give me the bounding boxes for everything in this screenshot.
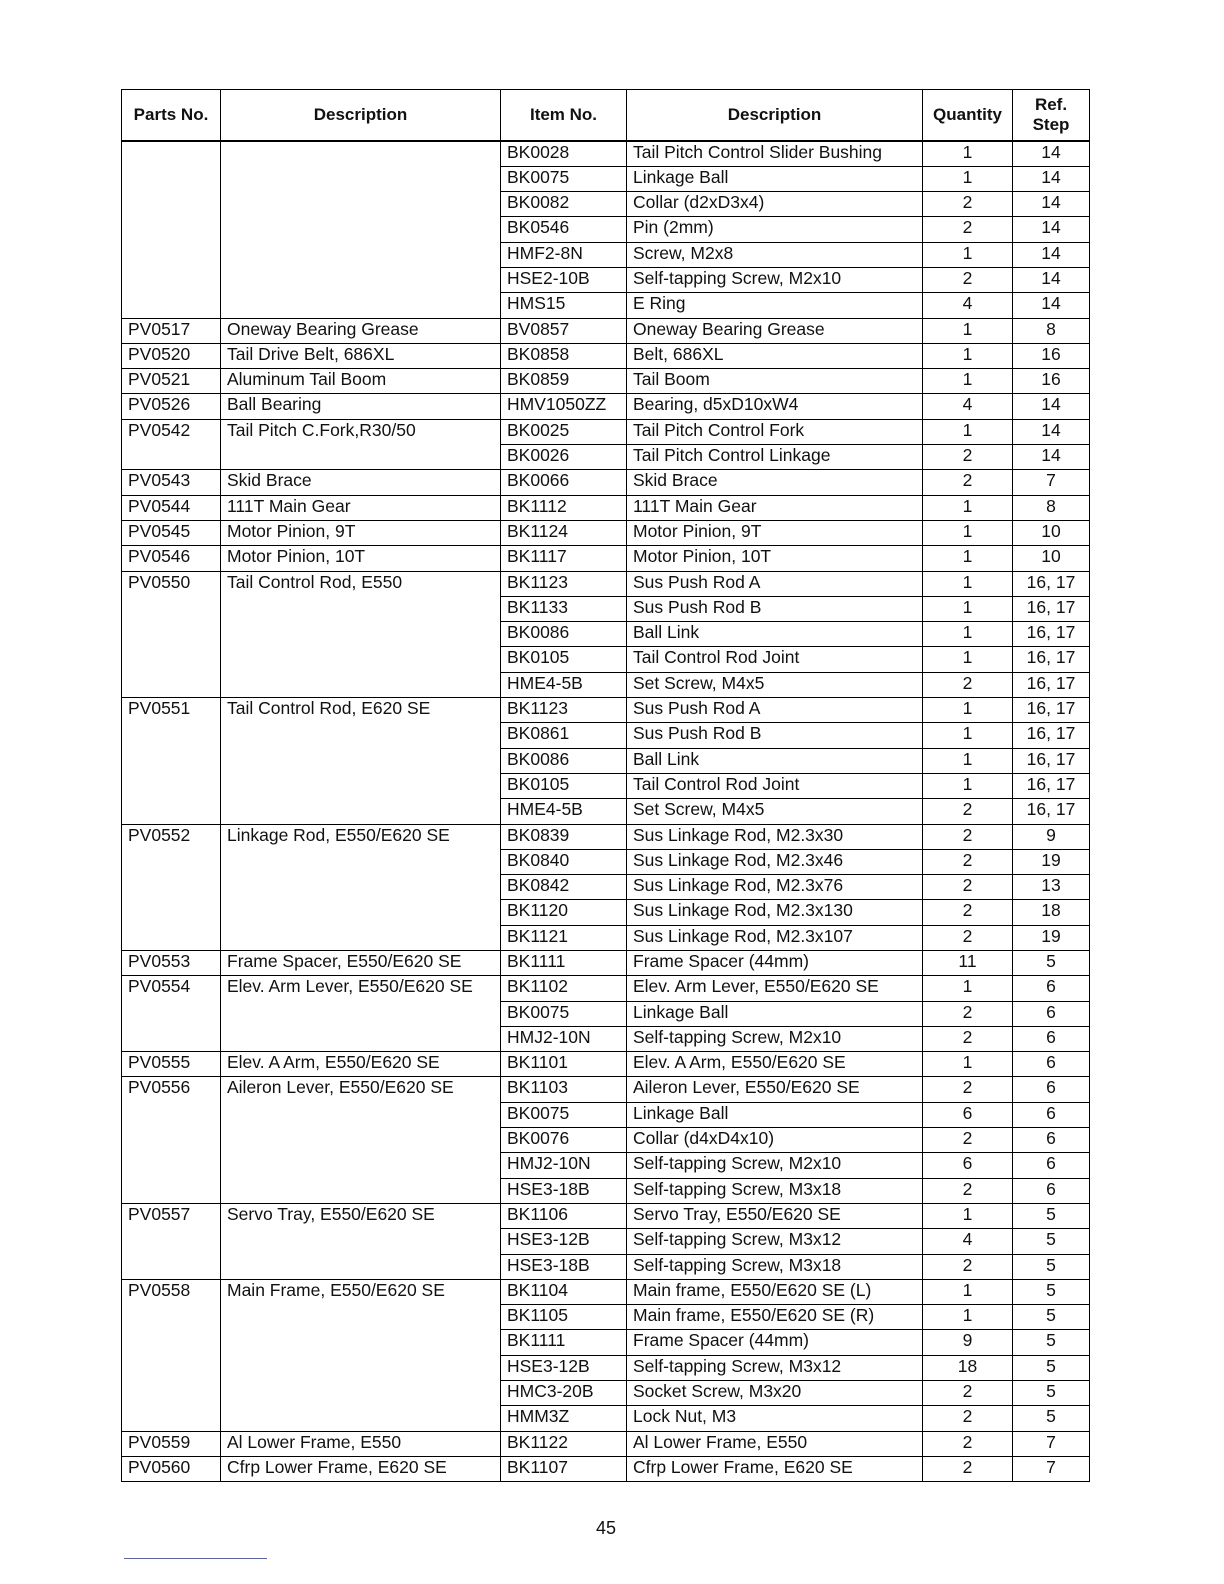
part-number-cell: PV0551: [122, 698, 221, 824]
part-description-cell: Frame Spacer, E550/E620 SE: [221, 951, 501, 976]
item-number-cell: BK1121: [501, 925, 627, 950]
header-parts-no: Parts No.: [122, 90, 221, 141]
quantity-cell: 1: [923, 141, 1013, 167]
table-row: [122, 1431, 1090, 1456]
ref-step-cell: 5: [1013, 1203, 1090, 1228]
ref-step-cell: 6: [1013, 1001, 1090, 1026]
quantity-cell: 1: [923, 1052, 1013, 1077]
item-number-cell: BK1103: [501, 1077, 627, 1102]
ref-step-cell: 6: [1013, 1178, 1090, 1203]
item-number-cell: BK0839: [501, 824, 627, 849]
ref-step-cell: 16, 17: [1013, 672, 1090, 697]
quantity-cell: 2: [923, 875, 1013, 900]
quantity-cell: 2: [923, 1128, 1013, 1153]
table-row: [122, 141, 1090, 167]
item-description-cell: Oneway Bearing Grease: [627, 318, 923, 343]
table-row: [122, 1203, 1090, 1228]
item-number-cell: BK1111: [501, 951, 627, 976]
quantity-cell: 1: [923, 419, 1013, 444]
ref-step-cell: 16, 17: [1013, 698, 1090, 723]
ref-step-cell: 5: [1013, 1279, 1090, 1304]
part-number-cell: PV0545: [122, 520, 221, 545]
item-number-cell: BK0105: [501, 773, 627, 798]
part-number-cell: PV0543: [122, 470, 221, 495]
item-description-cell: Tail Pitch Control Slider Bushing: [627, 141, 923, 167]
ref-step-cell: 6: [1013, 1052, 1090, 1077]
quantity-cell: 1: [923, 976, 1013, 1001]
table-row: [122, 394, 1090, 419]
quantity-cell: 18: [923, 1355, 1013, 1380]
quantity-cell: 1: [923, 546, 1013, 571]
item-description-cell: 111T Main Gear: [627, 495, 923, 520]
quantity-cell: 4: [923, 394, 1013, 419]
item-number-cell: BK1117: [501, 546, 627, 571]
ref-step-cell: 6: [1013, 976, 1090, 1001]
item-number-cell: HMJ2-10N: [501, 1026, 627, 1051]
item-number-cell: BK1112: [501, 495, 627, 520]
item-number-cell: BK0075: [501, 1102, 627, 1127]
item-number-cell: BK0082: [501, 192, 627, 217]
ref-step-cell: 6: [1013, 1026, 1090, 1051]
quantity-cell: 1: [923, 723, 1013, 748]
ref-step-cell: 14: [1013, 242, 1090, 267]
part-description-cell: Servo Tray, E550/E620 SE: [221, 1203, 501, 1279]
item-number-cell: HMF2-8N: [501, 242, 627, 267]
part-number-cell: PV0550: [122, 571, 221, 697]
header-ref-step-line1: Ref.: [1034, 94, 1068, 114]
part-description-cell: Aileron Lever, E550/E620 SE: [221, 1077, 501, 1203]
ref-step-cell: 6: [1013, 1077, 1090, 1102]
quantity-cell: 2: [923, 470, 1013, 495]
ref-step-cell: 16: [1013, 369, 1090, 394]
ref-step-cell: 8: [1013, 495, 1090, 520]
quantity-cell: 2: [923, 192, 1013, 217]
item-description-cell: Sus Linkage Rod, M2.3x30: [627, 824, 923, 849]
quantity-cell: 1: [923, 571, 1013, 596]
item-number-cell: HME4-5B: [501, 672, 627, 697]
ref-step-cell: 7: [1013, 1456, 1090, 1481]
item-description-cell: Tail Pitch Control Linkage: [627, 445, 923, 470]
part-description-cell: Tail Control Rod, E620 SE: [221, 698, 501, 824]
table-row: [122, 546, 1090, 571]
item-description-cell: Al Lower Frame, E550: [627, 1431, 923, 1456]
header-row: [122, 90, 1090, 141]
part-description-cell: Motor Pinion, 10T: [221, 546, 501, 571]
item-number-cell: BK1105: [501, 1305, 627, 1330]
item-number-cell: BK0842: [501, 875, 627, 900]
part-description-cell: Tail Pitch C.Fork,R30/50: [221, 419, 501, 470]
quantity-cell: 1: [923, 1203, 1013, 1228]
ref-step-cell: 16, 17: [1013, 723, 1090, 748]
item-description-cell: Self-tapping Screw, M3x12: [627, 1355, 923, 1380]
quantity-cell: 2: [923, 672, 1013, 697]
item-number-cell: HSE3-12B: [501, 1355, 627, 1380]
part-number-cell: PV0526: [122, 394, 221, 419]
part-number-cell: PV0553: [122, 951, 221, 976]
part-description-cell: Ball Bearing: [221, 394, 501, 419]
ref-step-cell: 16, 17: [1013, 748, 1090, 773]
item-number-cell: HMS15: [501, 293, 627, 318]
quantity-cell: 1: [923, 343, 1013, 368]
ref-step-cell: 9: [1013, 824, 1090, 849]
item-description-cell: Linkage Ball: [627, 1001, 923, 1026]
table-row: [122, 1279, 1090, 1304]
item-number-cell: BK0840: [501, 849, 627, 874]
ref-step-cell: 5: [1013, 1381, 1090, 1406]
part-number-cell: PV0557: [122, 1203, 221, 1279]
quantity-cell: 2: [923, 1381, 1013, 1406]
item-number-cell: BK1123: [501, 698, 627, 723]
ref-step-cell: 5: [1013, 1305, 1090, 1330]
item-description-cell: Pin (2mm): [627, 217, 923, 242]
item-description-cell: Cfrp Lower Frame, E620 SE: [627, 1456, 923, 1481]
item-number-cell: HMV1050ZZ: [501, 394, 627, 419]
part-number-cell: PV0521: [122, 369, 221, 394]
item-number-cell: HMM3Z: [501, 1406, 627, 1431]
item-description-cell: Tail Pitch Control Fork: [627, 419, 923, 444]
item-number-cell: HMJ2-10N: [501, 1153, 627, 1178]
item-description-cell: Self-tapping Screw, M2x10: [627, 1026, 923, 1051]
part-description-cell: [221, 141, 501, 319]
item-description-cell: Skid Brace: [627, 470, 923, 495]
part-number-cell: PV0555: [122, 1052, 221, 1077]
ref-step-cell: 6: [1013, 1153, 1090, 1178]
part-description-cell: Skid Brace: [221, 470, 501, 495]
item-description-cell: Tail Boom: [627, 369, 923, 394]
item-number-cell: BK1101: [501, 1052, 627, 1077]
item-description-cell: Sus Linkage Rod, M2.3x46: [627, 849, 923, 874]
ref-step-cell: 7: [1013, 470, 1090, 495]
parts-body: [122, 141, 1090, 1482]
item-description-cell: Main frame, E550/E620 SE (R): [627, 1305, 923, 1330]
ref-step-cell: 14: [1013, 166, 1090, 191]
item-number-cell: BK0086: [501, 622, 627, 647]
item-number-cell: BK0858: [501, 343, 627, 368]
quantity-cell: 2: [923, 217, 1013, 242]
ref-step-cell: 5: [1013, 1406, 1090, 1431]
page-number: 45: [595, 1518, 617, 1538]
quantity-cell: 1: [923, 318, 1013, 343]
quantity-cell: 1: [923, 773, 1013, 798]
part-description-cell: Elev. Arm Lever, E550/E620 SE: [221, 976, 501, 1052]
item-description-cell: Set Screw, M4x5: [627, 799, 923, 824]
table-row: [122, 571, 1090, 596]
item-number-cell: BK1124: [501, 520, 627, 545]
item-description-cell: Tail Control Rod Joint: [627, 647, 923, 672]
item-description-cell: Ball Link: [627, 622, 923, 647]
part-number-cell: PV0556: [122, 1077, 221, 1203]
ref-step-cell: 18: [1013, 900, 1090, 925]
item-number-cell: BK0861: [501, 723, 627, 748]
ref-step-cell: 14: [1013, 394, 1090, 419]
item-number-cell: BK0075: [501, 1001, 627, 1026]
item-number-cell: BK1123: [501, 571, 627, 596]
item-number-cell: BK0086: [501, 748, 627, 773]
ref-step-cell: 8: [1013, 318, 1090, 343]
part-description-cell: Aluminum Tail Boom: [221, 369, 501, 394]
item-description-cell: Collar (d4xD4x10): [627, 1128, 923, 1153]
header-ref-step: [1013, 90, 1090, 141]
item-number-cell: HSE3-12B: [501, 1229, 627, 1254]
ref-step-cell: 16, 17: [1013, 622, 1090, 647]
item-description-cell: Sus Push Rod A: [627, 571, 923, 596]
part-number-cell: PV0542: [122, 419, 221, 470]
quantity-cell: 1: [923, 748, 1013, 773]
item-description-cell: Sus Push Rod B: [627, 723, 923, 748]
ref-step-cell: 5: [1013, 951, 1090, 976]
item-number-cell: BK1104: [501, 1279, 627, 1304]
ref-step-cell: 19: [1013, 925, 1090, 950]
quantity-cell: 2: [923, 1077, 1013, 1102]
item-description-cell: Self-tapping Screw, M3x18: [627, 1254, 923, 1279]
item-description-cell: Sus Linkage Rod, M2.3x130: [627, 900, 923, 925]
quantity-cell: 6: [923, 1102, 1013, 1127]
item-number-cell: BK1106: [501, 1203, 627, 1228]
part-number-cell: PV0517: [122, 318, 221, 343]
ref-step-cell: 13: [1013, 875, 1090, 900]
item-description-cell: Self-tapping Screw, M2x10: [627, 1153, 923, 1178]
ref-step-cell: 10: [1013, 546, 1090, 571]
part-description-cell: Cfrp Lower Frame, E620 SE: [221, 1456, 501, 1481]
item-description-cell: Sus Linkage Rod, M2.3x76: [627, 875, 923, 900]
quantity-cell: 1: [923, 647, 1013, 672]
ref-step-cell: 6: [1013, 1128, 1090, 1153]
quantity-cell: 2: [923, 1026, 1013, 1051]
item-description-cell: Sus Push Rod B: [627, 596, 923, 621]
ref-step-cell: 5: [1013, 1254, 1090, 1279]
table-row: [122, 495, 1090, 520]
item-number-cell: HME4-5B: [501, 799, 627, 824]
ref-step-cell: 7: [1013, 1431, 1090, 1456]
item-description-cell: Socket Screw, M3x20: [627, 1381, 923, 1406]
item-number-cell: BK1102: [501, 976, 627, 1001]
ref-step-cell: 14: [1013, 217, 1090, 242]
quantity-cell: 9: [923, 1330, 1013, 1355]
item-number-cell: BK1120: [501, 900, 627, 925]
quantity-cell: 2: [923, 445, 1013, 470]
item-number-cell: BK0075: [501, 166, 627, 191]
part-number-cell: PV0559: [122, 1431, 221, 1456]
item-description-cell: Motor Pinion, 9T: [627, 520, 923, 545]
table-row: [122, 951, 1090, 976]
item-description-cell: Set Screw, M4x5: [627, 672, 923, 697]
item-description-cell: Frame Spacer (44mm): [627, 951, 923, 976]
item-description-cell: Servo Tray, E550/E620 SE: [627, 1203, 923, 1228]
ref-step-cell: 16, 17: [1013, 773, 1090, 798]
quantity-cell: 4: [923, 293, 1013, 318]
table-row: [122, 470, 1090, 495]
part-description-cell: Motor Pinion, 9T: [221, 520, 501, 545]
ref-step-cell: 16, 17: [1013, 571, 1090, 596]
ref-step-cell: 5: [1013, 1229, 1090, 1254]
ref-step-cell: 5: [1013, 1355, 1090, 1380]
quantity-cell: 2: [923, 925, 1013, 950]
table-row: [122, 419, 1090, 444]
item-description-cell: Sus Linkage Rod, M2.3x107: [627, 925, 923, 950]
parts-table: [121, 89, 1090, 1482]
table-row: [122, 976, 1090, 1001]
ref-step-cell: 5: [1013, 1330, 1090, 1355]
part-description-cell: Elev. A Arm, E550/E620 SE: [221, 1052, 501, 1077]
table-row: [122, 369, 1090, 394]
part-description-cell: Oneway Bearing Grease: [221, 318, 501, 343]
item-description-cell: Self-tapping Screw, M2x10: [627, 267, 923, 292]
table-row: [122, 824, 1090, 849]
ref-step-cell: 19: [1013, 849, 1090, 874]
item-description-cell: Self-tapping Screw, M3x12: [627, 1229, 923, 1254]
part-description-cell: Linkage Rod, E550/E620 SE: [221, 824, 501, 950]
part-description-cell: Tail Control Rod, E550: [221, 571, 501, 697]
ref-step-cell: 14: [1013, 419, 1090, 444]
item-description-cell: E Ring: [627, 293, 923, 318]
item-number-cell: BK0026: [501, 445, 627, 470]
item-description-cell: Sus Push Rod A: [627, 698, 923, 723]
item-description-cell: Ball Link: [627, 748, 923, 773]
table-row: [122, 698, 1090, 723]
item-number-cell: BK1122: [501, 1431, 627, 1456]
table-row: [122, 520, 1090, 545]
item-description-cell: Frame Spacer (44mm): [627, 1330, 923, 1355]
ref-step-cell: 14: [1013, 141, 1090, 167]
item-description-cell: Self-tapping Screw, M3x18: [627, 1178, 923, 1203]
ref-step-cell: 14: [1013, 267, 1090, 292]
quantity-cell: 2: [923, 900, 1013, 925]
footer-rule: [124, 1558, 267, 1559]
header-description: Description: [221, 90, 501, 141]
item-number-cell: BK0066: [501, 470, 627, 495]
ref-step-cell: 16, 17: [1013, 647, 1090, 672]
quantity-cell: 2: [923, 799, 1013, 824]
item-number-cell: BK1107: [501, 1456, 627, 1481]
item-description-cell: Belt, 686XL: [627, 343, 923, 368]
quantity-cell: 1: [923, 520, 1013, 545]
ref-step-cell: 16, 17: [1013, 596, 1090, 621]
part-number-cell: [122, 141, 221, 319]
item-number-cell: BK0025: [501, 419, 627, 444]
header-ref-step-line2: Step: [1032, 114, 1070, 134]
ref-step-cell: 14: [1013, 192, 1090, 217]
table-row: [122, 1052, 1090, 1077]
item-number-cell: BK0028: [501, 141, 627, 167]
part-number-cell: PV0552: [122, 824, 221, 950]
quantity-cell: 11: [923, 951, 1013, 976]
item-description-cell: Lock Nut, M3: [627, 1406, 923, 1431]
header-quantity: Quantity: [923, 90, 1013, 141]
quantity-cell: 4: [923, 1229, 1013, 1254]
ref-step-cell: 16, 17: [1013, 799, 1090, 824]
item-description-cell: Bearing, d5xD10xW4: [627, 394, 923, 419]
part-description-cell: Main Frame, E550/E620 SE: [221, 1279, 501, 1431]
quantity-cell: 2: [923, 1431, 1013, 1456]
item-number-cell: BK1111: [501, 1330, 627, 1355]
quantity-cell: 1: [923, 698, 1013, 723]
item-number-cell: BV0857: [501, 318, 627, 343]
quantity-cell: 2: [923, 849, 1013, 874]
item-description-cell: Screw, M2x8: [627, 242, 923, 267]
part-description-cell: 111T Main Gear: [221, 495, 501, 520]
quantity-cell: 2: [923, 1406, 1013, 1431]
quantity-cell: 1: [923, 166, 1013, 191]
item-number-cell: HSE2-10B: [501, 267, 627, 292]
item-description-cell: Collar (d2xD3x4): [627, 192, 923, 217]
part-number-cell: PV0558: [122, 1279, 221, 1431]
quantity-cell: 2: [923, 1456, 1013, 1481]
item-number-cell: HSE3-18B: [501, 1254, 627, 1279]
quantity-cell: 1: [923, 1305, 1013, 1330]
quantity-cell: 2: [923, 267, 1013, 292]
item-description-cell: Elev. A Arm, E550/E620 SE: [627, 1052, 923, 1077]
ref-step-cell: 16: [1013, 343, 1090, 368]
table-row: [122, 1077, 1090, 1102]
part-number-cell: PV0544: [122, 495, 221, 520]
quantity-cell: 2: [923, 1254, 1013, 1279]
ref-step-cell: 10: [1013, 520, 1090, 545]
quantity-cell: 1: [923, 596, 1013, 621]
item-description-cell: Motor Pinion, 10T: [627, 546, 923, 571]
ref-step-cell: 14: [1013, 293, 1090, 318]
ref-step-cell: 14: [1013, 445, 1090, 470]
table-row: [122, 1456, 1090, 1481]
quantity-cell: 1: [923, 242, 1013, 267]
item-description-cell: Elev. Arm Lever, E550/E620 SE: [627, 976, 923, 1001]
item-number-cell: BK0105: [501, 647, 627, 672]
item-number-cell: HSE3-18B: [501, 1178, 627, 1203]
part-description-cell: Al Lower Frame, E550: [221, 1431, 501, 1456]
part-number-cell: PV0546: [122, 546, 221, 571]
item-number-cell: BK0859: [501, 369, 627, 394]
quantity-cell: 1: [923, 1279, 1013, 1304]
item-description-cell: Tail Control Rod Joint: [627, 773, 923, 798]
quantity-cell: 1: [923, 495, 1013, 520]
part-number-cell: PV0554: [122, 976, 221, 1052]
item-description-cell: Aileron Lever, E550/E620 SE: [627, 1077, 923, 1102]
item-description-cell: Main frame, E550/E620 SE (L): [627, 1279, 923, 1304]
part-number-cell: PV0560: [122, 1456, 221, 1481]
quantity-cell: 2: [923, 1001, 1013, 1026]
quantity-cell: 2: [923, 1178, 1013, 1203]
quantity-cell: 2: [923, 824, 1013, 849]
item-number-cell: BK0076: [501, 1128, 627, 1153]
item-number-cell: BK0546: [501, 217, 627, 242]
part-number-cell: PV0520: [122, 343, 221, 368]
table-row: [122, 318, 1090, 343]
header-item-no: Item No.: [501, 90, 627, 141]
item-description-cell: Linkage Ball: [627, 166, 923, 191]
quantity-cell: 1: [923, 622, 1013, 647]
ref-step-cell: 6: [1013, 1102, 1090, 1127]
quantity-cell: 6: [923, 1153, 1013, 1178]
item-number-cell: HMC3-20B: [501, 1381, 627, 1406]
item-number-cell: BK1133: [501, 596, 627, 621]
table-row: [122, 343, 1090, 368]
item-description-cell: Linkage Ball: [627, 1102, 923, 1127]
quantity-cell: 1: [923, 369, 1013, 394]
part-description-cell: Tail Drive Belt, 686XL: [221, 343, 501, 368]
header-item-description: Description: [627, 90, 923, 141]
